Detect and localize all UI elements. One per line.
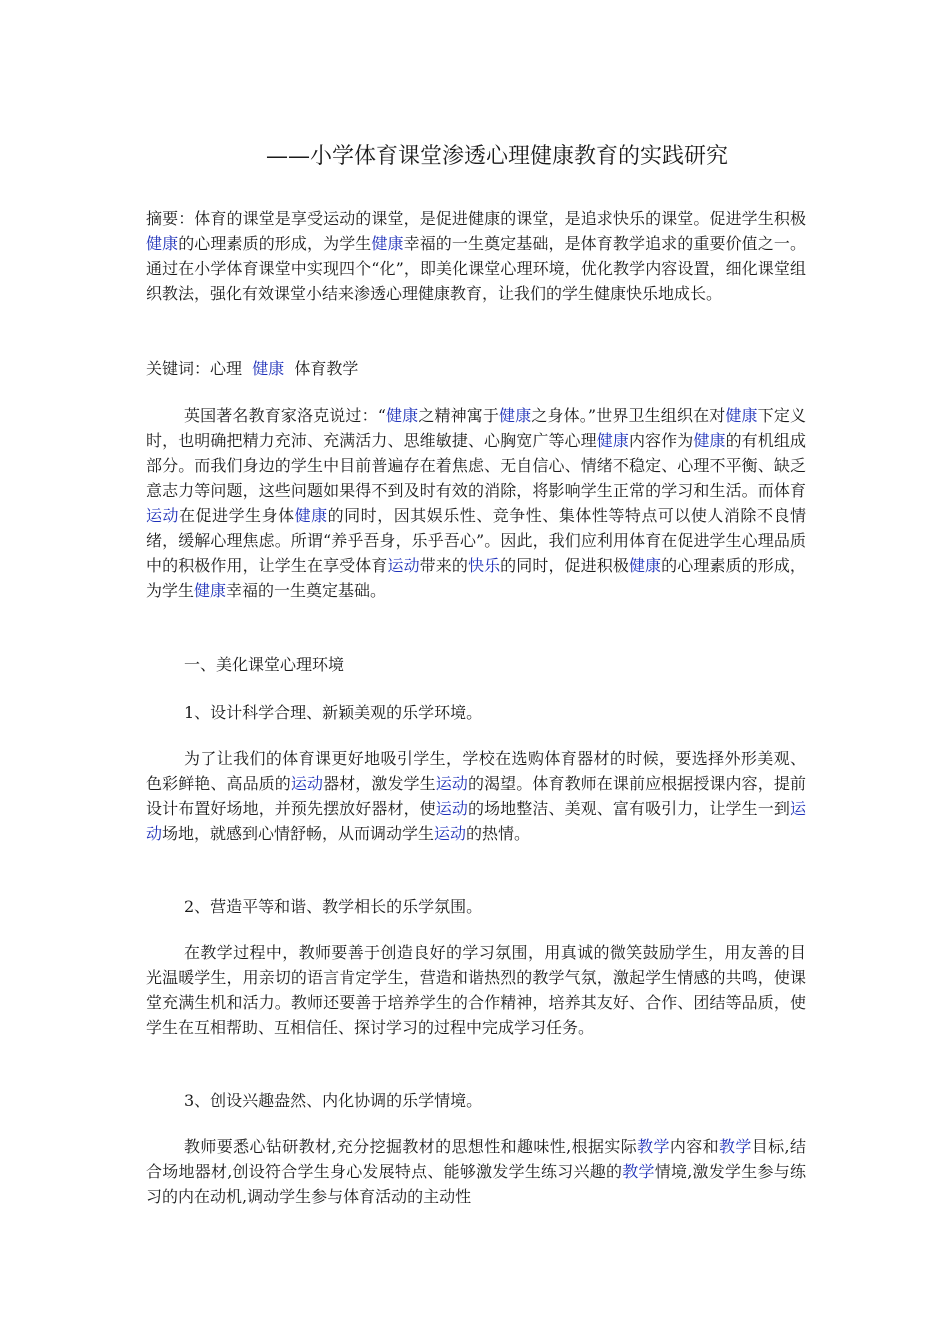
section3-para-block [146, 1134, 806, 1209]
keyword-link[interactable]: 健康 [693, 431, 726, 450]
keyword-link[interactable]: 健康 [596, 431, 629, 450]
text-run: 为了让我们的体育课更好地吸引学生，学校在选购体育器材的时候，要选择外形美观、色彩鲜艳、高品质的 [146, 749, 806, 793]
text-run: 下定义时，也明确把精力充沛、充满活力、思维敏捷、心胸宽广等心理 [146, 406, 806, 450]
keyword-link[interactable]: 运动 [435, 774, 468, 793]
text-run: 目标,结合场地器材,创设符合学生身心发展特点、能够激发学生练习兴趣的 [146, 1137, 806, 1181]
text-run: 器材，激发学生 [323, 774, 436, 793]
text-run: 的心理素质的形成，为学生 [146, 556, 806, 600]
section1-para-block [146, 746, 806, 846]
text-run: 的场地整洁、美观、富有吸引力，让学生一到 [467, 799, 790, 818]
keyword-pe-teaching: 体育教学 [294, 359, 359, 378]
keyword-link[interactable]: 运动 [434, 824, 467, 843]
text-run: 情境,激发学生参与练习的内在动机,调动学生参与体育活动的主动性 [146, 1162, 806, 1206]
keywords-block [146, 356, 806, 381]
keyword-link[interactable]: 运动 [435, 799, 468, 818]
subsection-heading-1: 1、设计科学合理、新颖美观的乐学环境。 [184, 703, 483, 722]
keyword-link[interactable]: 运动 [146, 799, 806, 843]
keyword-link[interactable]: 运动 [387, 556, 420, 575]
text-run: 英国著名教育家洛克说过：“ [184, 406, 386, 425]
text-run: 的心理素质的形成，为学生 [178, 234, 372, 253]
keyword-health-link[interactable]: 健康 [252, 359, 285, 378]
text-run: 的渴望。体育教师在课前应根据授课内容，提前设计布置好场地，并预先摆放好器材，使 [146, 774, 806, 818]
abstract-paragraph [146, 206, 806, 306]
intro-block [146, 403, 806, 603]
text-run: 的同时，促进积极 [500, 556, 629, 575]
text-run: 带来的 [419, 556, 468, 575]
intro-paragraph [146, 403, 806, 603]
keyword-link[interactable]: 运动 [146, 506, 180, 525]
keyword-link[interactable]: 教学 [719, 1137, 752, 1156]
text-run: 之精神寓于 [418, 406, 500, 425]
text-run: 之身体。”世界卫生组织在对 [531, 406, 726, 425]
situation-paragraph [146, 1134, 806, 1209]
keyword-link[interactable]: 健康 [294, 506, 328, 525]
keyword-link[interactable]: 快乐 [467, 556, 501, 575]
text-run: 幸福的一生奠定基础。 [226, 581, 387, 600]
atmosphere-paragraph [146, 940, 806, 1040]
keyword-link[interactable]: 健康 [194, 581, 227, 600]
subsection-heading-3: 3、创设兴趣盎然、内化协调的乐学情境。 [184, 1091, 483, 1110]
environment-paragraph [146, 746, 806, 846]
text-run: 在促进学生身体 [179, 506, 295, 525]
keywords-label: 关键词： [146, 359, 211, 378]
keyword-link[interactable]: 教学 [637, 1137, 670, 1156]
text-run: 的热情。 [466, 824, 531, 843]
keyword-link[interactable]: 健康 [725, 406, 758, 425]
text-run: 摘要：体育的课堂是享受运动的课堂，是促进健康的课堂，是追求快乐的课堂。促进学生积极 [146, 209, 806, 228]
subsection-heading-2: 2、营造平等和谐、教学相长的乐学氛围。 [184, 897, 483, 916]
section-heading-1: 一、美化课堂心理环境 [184, 655, 345, 674]
text-run: 的同时，因其娱乐性、竞争性、集体性等特点可以使人消除不良情绪，缓解心理焦虑。所谓“养乎吾身，乐乎吾心”。因此，我们应利用体育在促进学生心理品质中的积极作用，让学生在享受体育 [146, 506, 806, 575]
keyword-link[interactable]: 教学 [622, 1162, 655, 1181]
text-run: 教师要悉心钻研教材,充分挖掘教材的思想性和趣味性,根据实际 [184, 1137, 638, 1156]
text-run: 幸福的一生奠定基础，是体育教学追求的重要价值之一。通过在小学体育课堂中实现四个“化”，即美化课堂心理环境，优化教学内容设置，细化课堂组织教法，强化有效课堂小结来渗透心理健康教育，让我们的学生健康快乐地成长。 [146, 234, 806, 303]
section2-para-block [146, 940, 806, 1040]
keyword-link[interactable]: 运动 [290, 774, 324, 793]
keyword-link[interactable]: 健康 [371, 234, 404, 253]
abstract-block [146, 206, 806, 306]
keyword-link[interactable]: 健康 [499, 406, 532, 425]
text-run: 的有机组成部分。而我们身边的学生中目前普遍存在着焦虑、无自信心、情绪不稳定、心理不平衡、缺乏意志力等问题，这些问题如果得不到及时有效的消除，将影响学生正常的学习和生活。而体育 [146, 431, 806, 500]
keyword-link[interactable]: 健康 [146, 234, 179, 253]
keywords-line [146, 356, 806, 381]
keyword-psychology: 心理 [210, 359, 243, 378]
keyword-link[interactable]: 健康 [628, 556, 662, 575]
text-run: 内容作为 [628, 431, 694, 450]
text-run: 内容和 [669, 1137, 719, 1156]
document-subtitle: ——小学体育课堂渗透心理健康教育的实践研究 [266, 144, 729, 169]
text-run: 在教学过程中，教师要善于创造良好的学习氛围，用真诚的微笑鼓励学生，用友善的目光温暖学生，用亲切的语言肯定学生，营造和谐热烈的教学气氛，激起学生情感的共鸣，使课堂充满生机和活力。教师还要善于培养学生的合作精神，培养其友好、合作、团结等品质，使学生在互相帮助、互相信任、探讨学习的过程中完成学习任务。 [146, 943, 806, 1037]
keyword-link[interactable]: 健康 [385, 406, 419, 425]
text-run: 场地，就感到心情舒畅，从而调动学生 [162, 824, 435, 843]
